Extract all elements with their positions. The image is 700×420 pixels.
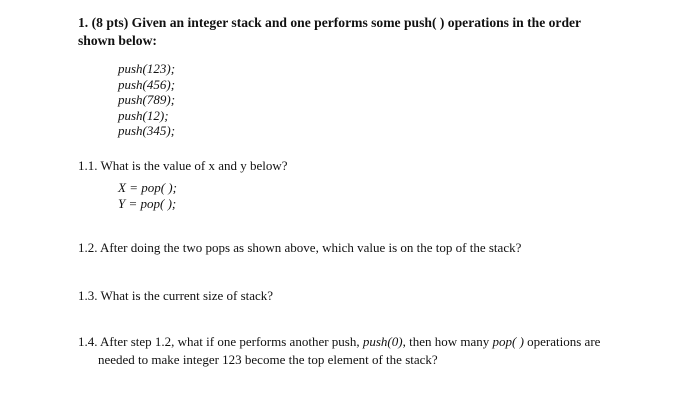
subquestion-1-4-line2: needed to make integer 123 become the top element of the stack? <box>98 352 438 367</box>
push-operations <box>118 61 175 139</box>
subquestion-1-3: 1.3. What is the current size of stack? <box>78 288 274 303</box>
pop-op: X = pop( ); <box>118 180 177 195</box>
push-op: push(345); <box>118 123 176 138</box>
subquestion-1-4-text: , then how many <box>402 334 493 349</box>
question-title: 1. (8 pts) Given an integer stack and one performs some push( ) operations in the order shown below: <box>78 15 581 48</box>
subquestion-1-2: 1.2. After doing the two pops as shown above, which value is on the top of the stack? <box>78 240 522 255</box>
subquestion-1-4-text: operations are <box>523 334 601 349</box>
pop-operations <box>118 180 177 211</box>
push-op: push(12); <box>118 107 169 123</box>
pop-call: pop( ) <box>492 334 524 349</box>
push-op: push(789); <box>118 92 176 107</box>
subquestion-1-4 <box>78 333 618 369</box>
push-op: push(123); <box>118 61 176 76</box>
push-op: push(456); <box>118 76 176 92</box>
subquestion-1-1: 1.1. What is the value of x and y below? <box>78 158 288 173</box>
subquestion-1-4-text: 1.4. After step 1.2, what if one performs another push, <box>78 334 363 349</box>
pop-op: Y = pop( ); <box>118 195 177 211</box>
push-call: push(0) <box>362 334 403 349</box>
